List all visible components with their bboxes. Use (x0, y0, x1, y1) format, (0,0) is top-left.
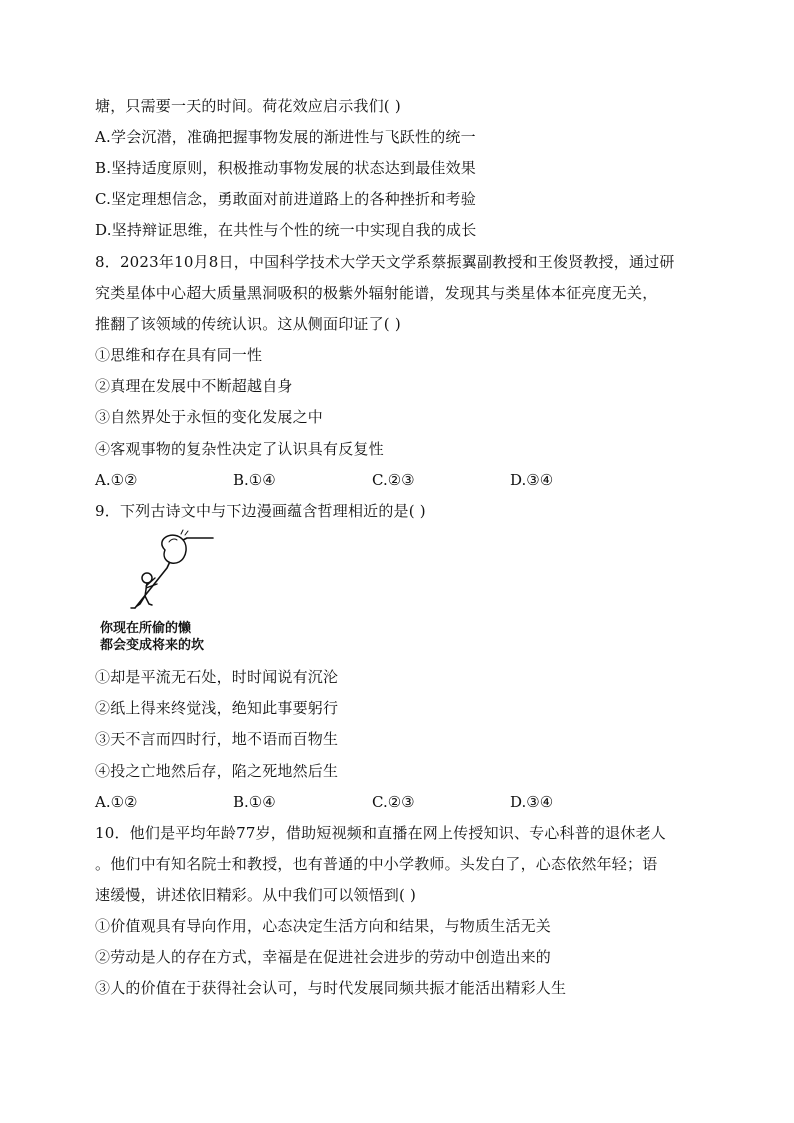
q9-option-c: C.②③ (372, 793, 415, 811)
q9-option-b: B.①④ (233, 793, 276, 811)
q8-statement-3: ③自然界处于永恒的变化发展之中 (95, 408, 324, 426)
q10-statement-2: ②劳动是人的存在方式，幸福是在促进社会进步的劳动中创造出来的 (95, 948, 552, 966)
q7-option-d: D.坚持辩证思维，在共性与个性的统一中实现自我的成长 (95, 221, 477, 239)
q9-statement-3: ③天不言而四时行，地不语而百物生 (95, 730, 339, 748)
q8-stem-line-1: 8．2023年10月8日，中国科学技术大学天文学系蔡振翼副教授和王俊贤教授，通过研 (95, 253, 675, 271)
q8-statement-2: ②真理在发展中不断超越自身 (95, 377, 293, 395)
q8-option-d: D.③④ (510, 471, 554, 489)
cartoon-caption-line-2: 都会变成将来的坎 (100, 638, 205, 653)
q9-options (95, 792, 695, 812)
person-pushing-boulder-uphill-icon (131, 530, 213, 608)
q7-option-a: A.学会沉潜，准确把握事物发展的渐进性与飞跃性的统一 (95, 128, 476, 146)
q8-option-c: C.②③ (372, 471, 415, 489)
q8-option-b: B.①④ (233, 471, 276, 489)
q9-stem: 9．下列古诗文中与下边漫画蕴含哲理相近的是( ) (95, 502, 426, 520)
q8-statement-4: ④客观事物的复杂性决定了认识具有反复性 (95, 440, 384, 458)
q10-statement-3: ③人的价值在于获得社会认可，与时代发展同频共振才能活出精彩人生 (95, 979, 567, 997)
q7-option-b: B.坚持适度原则，积极推动事物发展的状态达到最佳效果 (95, 159, 476, 177)
q7-stem-end: 塘，只需要一天的时间。荷花效应启示我们( ) (95, 97, 401, 115)
q10-stem-line-1: 10．他们是平均年龄77岁，借助短视频和直播在网上传授知识、专心科普的退休老人 (95, 824, 666, 842)
cartoon-caption-line-1: 你现在所偷的懒 (100, 621, 192, 636)
q8-stem-line-3: 推翻了该领域的传统认识。这从侧面印证了( ) (95, 315, 401, 333)
q9-statement-4: ④投之亡地然后存，陷之死地然后生 (95, 762, 339, 780)
q9-option-d: D.③④ (510, 793, 554, 811)
q7-option-c: C.坚定理想信念，勇敢面对前进道路上的各种挫折和考验 (95, 190, 476, 208)
q10-statement-1: ①价值观具有导向作用，心态决定生活方向和结果，与物质生活无关 (95, 917, 552, 935)
q8-options (95, 470, 695, 490)
q8-stem-line-2: 究类星体中心超大质量黑洞吸积的极紫外辐射能谱，发现其与类星体本征亮度无关， (95, 284, 658, 302)
q9-option-a: A.①② (95, 793, 138, 811)
q9-statement-2: ②纸上得来终觉浅，绝知此事要躬行 (95, 699, 339, 717)
q9-statement-1: ①却是平流无石处，时时闻说有沉沦 (95, 668, 339, 686)
q10-stem-line-3: 速缓慢，讲述依旧精彩。从中我们可以领悟到( ) (95, 886, 417, 904)
q8-option-a: A.①② (95, 471, 138, 489)
q8-statement-1: ①思维和存在具有同一性 (95, 346, 263, 364)
q10-stem-line-2: 。他们中有知名院士和教授，也有普通的中小学教师。头发白了，心态依然年轻；语 (95, 855, 658, 873)
cartoon-image (95, 528, 230, 658)
